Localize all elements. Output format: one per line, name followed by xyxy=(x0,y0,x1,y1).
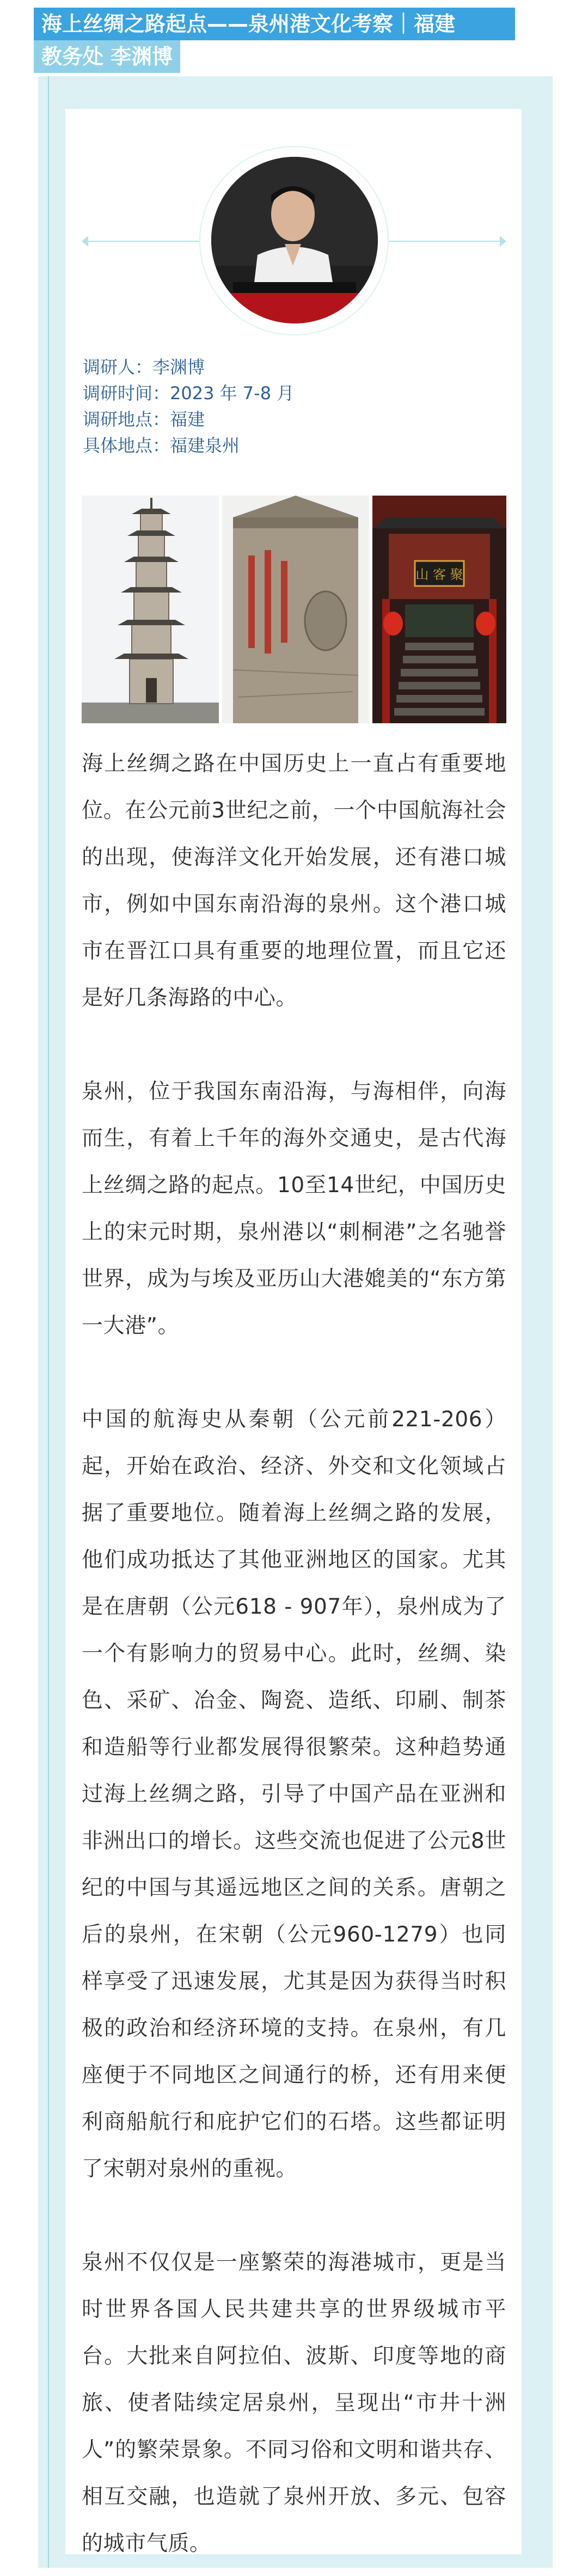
researcher-label: 调研人：李渊博 xyxy=(83,357,205,377)
paragraph-4: 泉州不仅仅是一座繁荣的海港城市，更是当时世界各国人民共建共享的世界级城市平台。大批来自阿拉伯、波斯、印度等地的商旅、使者陆续定居泉州，呈现出“市井十洲人”的繁荣景象。不同习俗和文明和谐共存、相互交融，也造就了泉州开放、多元、包容的城市气质。 xyxy=(82,2250,506,2556)
stone-inscription-photo xyxy=(222,496,369,723)
specific-place-label: 具体地点：福建泉州 xyxy=(83,435,240,456)
signboard-text: 山 客 聚 xyxy=(415,567,463,582)
title-line-1: 海上丝绸之路起点——泉州港文化考察｜福建 xyxy=(34,8,515,40)
frame-rule xyxy=(48,76,49,2568)
article-body xyxy=(82,741,506,2567)
left-deco-arrow xyxy=(82,236,88,247)
presenter-photo xyxy=(211,157,378,323)
right-deco-line xyxy=(388,241,500,242)
research-place-label: 调研地点：福建 xyxy=(83,409,205,430)
avatar xyxy=(211,157,378,323)
pagoda-photo xyxy=(82,496,219,723)
paragraph-2: 泉州，位于我国东南沿海，与海相伴，向海而生，有着上千年的海外交通史，是古代海上丝绸之路的起点。10至14世纪，中国历史上的宋元时期，泉州港以“刺桐港”之名驰誉世界，成为与埃及亚历山大港媲美的“东方第一大港”。 xyxy=(82,1079,506,1338)
paragraph-3: 中国的航海史从秦朝（公元前221-206）起，开始在政治、经济、外交和文化领域占据了重要地位。随着海上丝绸之路的发展，他们成功抵达了其他亚洲地区的国家。尤其是在唐朝（公元618 - 907年），泉州成为了一个有影响力的贸易中心。此时，丝绸、染色、采矿、冶金、陶瓷、造纸、印刷、制茶和造船等行业都发展得很繁荣。这种趋势通过海上丝绸之路，引导了中国产品在亚洲和非洲出口的增长。这些交流也促进了公元8世纪的中国与其遥远地区之间的关系。唐朝之后的泉州，在宋朝（公元960-1279）也同样享受了迅速发展，尤其是因为获得当时积极的政治和经济环境的支持。在泉州，有几座便于不同地区之间通行的桥，还有用来便利商船航行和庇护它们的石塔。这些都证明了宋朝对泉州的重视。 xyxy=(82,1407,506,2181)
title-banner xyxy=(34,8,515,73)
research-time-label: 调研时间：2023 年 7-8 月 xyxy=(83,383,295,404)
research-info xyxy=(83,354,294,459)
paragraph-1: 海上丝绸之路在中国历史上一直占有重要地位。在公元前3世纪之前，一个中国航海社会的出现，使海洋文化开始发展，还有港口城市，例如中国东南沿海的泉州。这个港口城市在晋江口具有重要的地理位置，而且它还是好几条海路的中心。 xyxy=(82,752,506,1010)
left-deco-line xyxy=(86,241,200,242)
temple-gate-photo xyxy=(372,496,506,723)
title-line-2: 教务处 李渊博 xyxy=(34,40,180,73)
right-deco-arrow xyxy=(500,236,506,247)
